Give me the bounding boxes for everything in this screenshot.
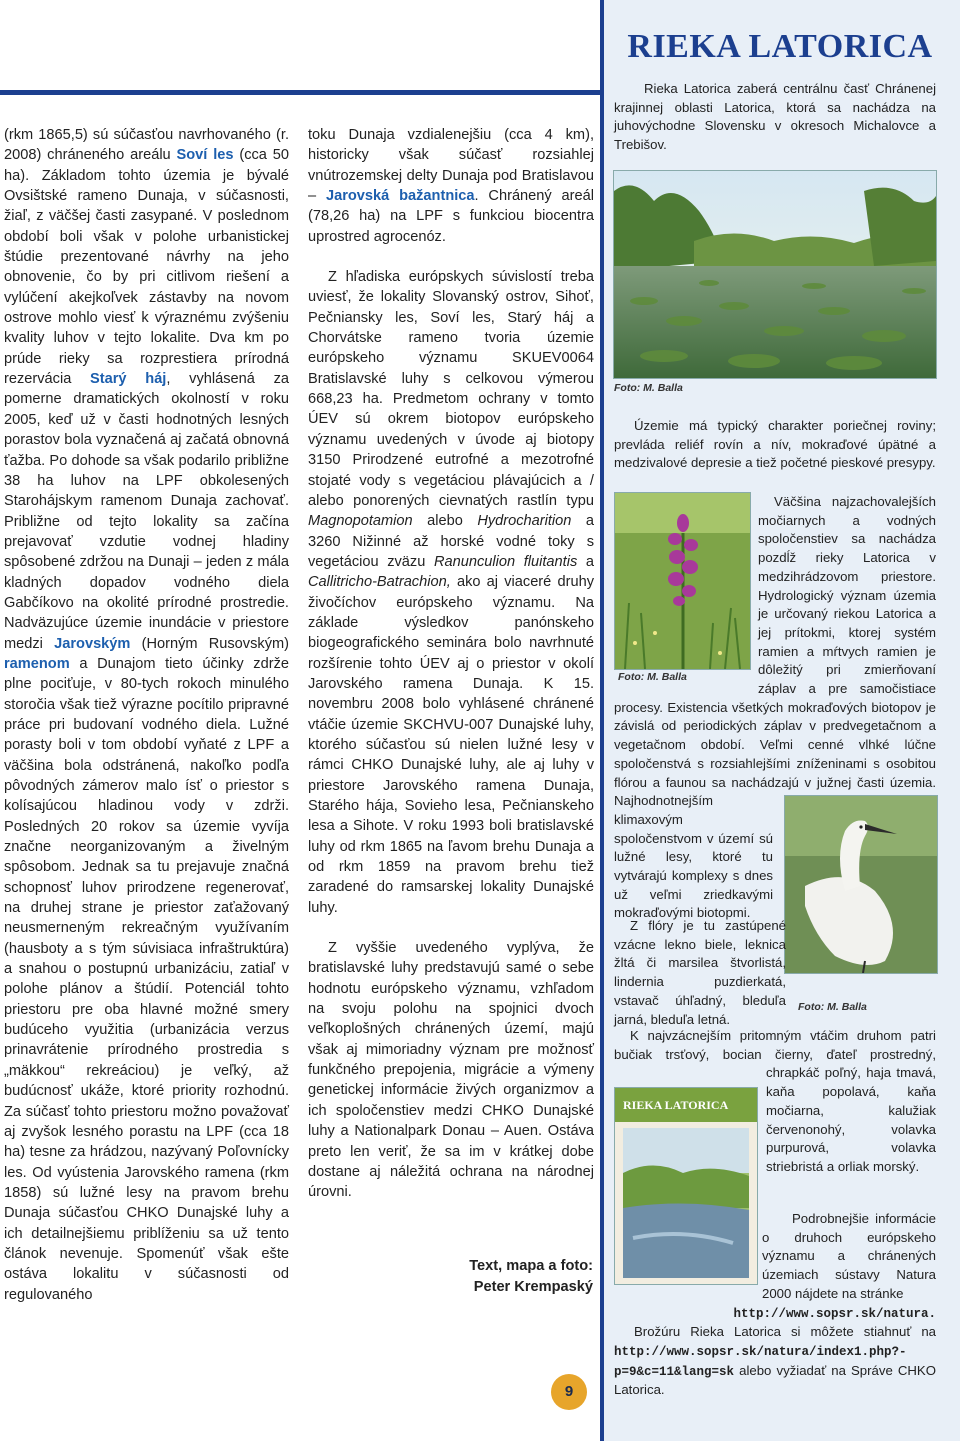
photo-credit-orchid: Foto: M. Balla [618, 671, 687, 683]
egret-bird-image [785, 796, 937, 973]
column1-text: (rkm 1865,5) sú súčasťou navrhovaného (r. 2008) chráneného areálu Soví les (cca 50 ha). Základom tohto územia je bývalé Ovsištské rameno Dunaja, v súčasnosti, žiaľ, z väčšej časti zasypané. V poslednom období boli však v polohe urbanistickej štúdie prezentované návrhy na jeho obnovenie, čo by pri citlivom riešení a vylúčení akejkoľvek zástavby na novom ostrove mohlo viesť k výraznému zvýšeniu kvality luhov v tejto lokalite. Dva km po prúde rieky sa rozprestiera prírodná rezervácia Starý háj, vyhlásená za pomerne dramatických okolností v roku 2005, keď už v časti hodnotných lesných porastov bola vyznačená aj začatá obnovná ťažba. Po dohode sa však podarilo približne 38 ha luhov na LPF obkolesených Starohájskym ramenom Dunaja zachovať. Približne od tejto lokality sa začína prejavovať vzdutie vodnej hladiny spôsobené zdržou na Dunaji – jeden z mála kladných dopadov vodného diela Gabčíkovo na okolité prírodné prostredie. Nadväzujúce územie inundácie v priestore medzi Jarovským (Horným Rusovským) ramenom a Dunajom tieto účinky zdrže plne pociťuje, v 80-tych rokoch minulého storočia však tiež výrazne pocítilo pripravné práce pri budovaní vodného diela. Lužné porasty boli v tom období vyňaté z LPF a väčšina bola odstránená, nakoľko podľa pôvodných zámerov malo ísť o priestor s kolísajúcou hladinou vody v zdrži. Posledných 20 rokov sa územie vyvíja značne neorganizovaným a živelným spôsobom. Jednak sa tu prejavuje značná schopnosť luhov prirodzene regenerovať, na druhej strane je priestor zaťažovaný neusmerneným rekreačným využívaním (hausboty a s tým súvisiaca infraštruktúra) a snahou o postupnú urbanizáciu, zatiaľ v polohe plánov a štúdií. Potenciál tohto priestoru pre oba hlavné možné smery budúceho využitia (urbanizácia verzus prinavrátenie prírodného prostredia s „mäkkou“ rekreáciou) je veľký, až budúcnosť ukáže, ktoré priority rozhodnú. Za súčasť tohto priestoru možno považovať aj zvyšok lesného porastu na LPF (cca 18 ha) tesne za hrádzou, nazývaný Poľovnícky les. Od vyústenia Jarovského ramena (rkm 1858) sú lužné lesy na pravom brehu Dunaja súčasťou CHKO Dunajské luhy a ich detailnejšiemu priblíženiu sa už tento článok nevenuje. Spomenúť však ešte ostáva lokalitu v súčasnosti od regulovaného [4, 127, 290, 1303]
photo-credit-river: Foto: M. Balla [614, 382, 683, 394]
credit-line-1: Text, mapa a foto: [469, 1258, 593, 1274]
sidebar-relief [614, 417, 936, 473]
url-natura-link[interactable]: http://www.sopsr.sk/natura. [733, 1306, 936, 1321]
highlight-jarovskym: Jarovským [54, 635, 131, 652]
article-column-1 [4, 125, 289, 1305]
sidebar-intro-text: Rieka Latorica zaberá centrálnu časť Chránenej krajinnej oblasti Latorica, ktorá sa nachádza na juhovýchodne Slovensku v okresoch Michalovce a Trebišov. [614, 81, 936, 153]
egret-photo [784, 795, 938, 974]
url-brochure-link[interactable]: http://www.sopsr.sk/natura/index1.php?-p=9&c=11&lang=sk [614, 1344, 907, 1379]
page-number-badge: 9 [551, 1374, 587, 1410]
url-natura[interactable] [614, 1304, 936, 1324]
relief-text: Územie má typický charakter poriečnej roviny; prevláda reliéf rovín a nív, mokraďové úpätné a medzivalové depresie a tiež početné pieskové presypy. [614, 418, 936, 471]
brochure-cover-title: RIEKA LATORICA [623, 1098, 729, 1112]
column2-paragraph-1: toku Dunaja vzdialenejšiu (cca 4 km), historicky však súčasť rozsiahlej vnútrozemskej delty Dunaja pod Bratislavou – Jarovská bažantnica. Chránený areál (78,26 ha) na LPF s funkciou biocentra uprostred agrocenóz. [308, 127, 594, 245]
wetlands-text: Väčšina najzachovalejších močiarnych a vodných spoločenstiev sa nachádza pozdĺž rieky Latorica v medzihrádzovom priestore. Hydrologický význam územia je určovaný riekou Latorica a jej prítokmi, ktorej systém ramien a mŕtvych ramien je dôležitý pri zmierňovaní záplav a pre samočistiace procesy. Existencia všetkých mokraďových biotopov je závislá od periodických záplav v predvegetačnom a vegetačnom období. Veľmi cenné vlhké lúčne spoločenstvá s rozsiahlejšími zníženinami s osobitou flórou a faunou sa nachádzajú v južnej časti územia. Najhodnotnejším klimaxovým spoločenstvom v území sú lužné lesy, ktoré tu vytvárajú komplexy s dnes už veľmi zriedkavými mokraďovými biotopmi. [614, 494, 936, 921]
photo-credit-egret: Foto: M. Balla [798, 1001, 867, 1013]
highlight-sovi-les: Soví les [176, 147, 234, 164]
sidebar-flora [614, 917, 786, 1029]
birds-text: K najvzácnejším pritomným vtáčim druhom patri bučiak trsťový, bocian čierny, ďateľ prostredný, chrapkáč poľný, haja tmavá, kaňa popolavá, kaňa močiarna, kalužiak červenonohý, volavka purpurová, volavka striebristá a orliak morský. [614, 1028, 936, 1174]
top-rule [0, 90, 600, 95]
sidebar-more-info [614, 1210, 936, 1400]
more-info-text: Podrobnejšie informácie o druhoch európskeho významu a chránených územiach sústavy Natura 2000 nájdete na stránke [762, 1211, 936, 1301]
sidebar-border [600, 0, 604, 1441]
author-credit [390, 1256, 593, 1298]
brochure-text: Brožúru Rieka Latorica si môžete stiahnuť na http://www.sopsr.sk/natura/index1.php?-p=9&c=11&lang=sk alebo vyžiadať na Správe CHKO Latorica. [614, 1324, 936, 1398]
page-title: RIEKA LATORICA [627, 28, 933, 65]
highlight-ramenom: ramenom [4, 655, 70, 672]
column2-paragraph-2: Z hľadiska európskych súvislostí treba uviesť, že lokality Slovanský ostrov, Sihoť, Pečniansky les, Soví les, Starý háj a Chorvátske rameno tvoria územie európskeho významu SKUEV0064 Bratislavské luhy s celkovou výmerou 668,23 ha. Predmetom ochrany v tomto ÚEV sú okrem biotopov európskeho významu uvedených v úvode aj biotopy 3150 Prirodzené eutrofné a mezotrofné stojaté vody s vegetáciou plávajúcich a / alebo ponorených cievnatých rastlín typu Magnopotamion alebo Hydrocharition a 3260 Nižinné až horské vodné toky s vegetáciou zväzu Ranunculion fluitantis a Callitricho-Batrachion, ako aj viaceré druhy živočíchov európskeho významu. Na základe výsledkov panónskeho biogeografického seminára bolo navrhnuté rozšírenie tohto ÚEV aj o priestor v okolí Jarovského ramena Dunaja. K 15. novembru 2008 bolo vyhlásené chránené vtáčie územie SKCHVU-007 Dunajské luhy, ktorého súčasťou sú nielen lužné lesy v rámci CHKO Dunajské luhy, ale aj luhy v priestore Jarovského ramena Dunaja, Starého hája, Sovieho lesa, Pečnianskeho lesa a Sihote. V roku 1993 boli bratislavské luhy od rkm 1865 na ľavom brehu Dunaja a od rkm 1859 na pravom brehu tiež zaradené do ramsarskej lokality Dunajské luhy. [308, 269, 595, 916]
flora-text: Z flóry je tu zastúpené vzácne lekno biele, leknica žltá či marsilea štvorlistá, lindernia puzdierkatá, vstavač úhľadný, bleduľa jarná, bleduľa letná. [614, 918, 786, 1027]
column2-paragraph-3: Z vyššie uvedeného vyplýva, že bratislavské luhy predstavujú samé o sebe hodnotu európskeho významu, vzhľadom na svoju polohu na spojnici dvoch veľkoplošných chránených území, majú však aj mimoriadny význam pre možnosť funkčného prepojenia, migrácie a výmeny genetickej informácie živých organizmov a ich spoločenstiev medzi CHKO Dunajské luhy a Nationalpark Donau – Auen. Ostáva preto len veriť, že sa im v krátkej dobe dostane aj náležitá ochrana na národnej úrovni. [308, 940, 594, 1201]
river-photo [613, 170, 937, 379]
river-landscape-image [614, 171, 936, 378]
highlight-stary-haj: Starý háj [90, 371, 167, 388]
highlight-jarovska-bazantnica: Jarovská bažantnica [325, 188, 475, 205]
credit-line-2: Peter Krempaský [473, 1279, 593, 1295]
article-column-2 [308, 125, 594, 1203]
sidebar-intro [614, 80, 936, 155]
